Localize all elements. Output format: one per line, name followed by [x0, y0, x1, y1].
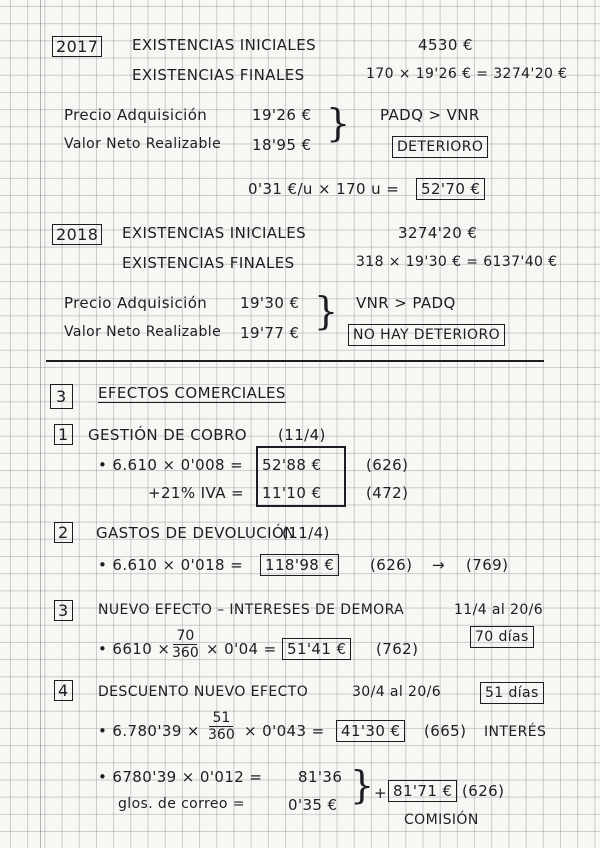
section-divider [46, 360, 544, 362]
item3-calc-pre: • 6610 × [98, 640, 171, 658]
pa-2017-label: Precio Adquisición [64, 106, 208, 124]
section-number-box: 3 [50, 384, 73, 409]
item4-result-box: 41'30 € [336, 720, 405, 742]
margin-line [40, 0, 41, 848]
ef-2018-calc: 318 × 19'30 € = 6137'40 € [356, 254, 558, 270]
item1-box-top [256, 446, 346, 448]
result-2017-box: DETERIORO [392, 136, 488, 158]
item4-account: (665) [424, 722, 467, 740]
item4-fraction [208, 710, 235, 743]
item1-line1-account: (626) [366, 456, 409, 474]
year-2018-box: 2018 [52, 224, 102, 245]
item4-days-box: 51 días [480, 682, 544, 704]
pa-2017-value: 19'26 € [252, 106, 312, 124]
item1-line2-result: 11'10 € [262, 484, 322, 502]
calc-2017: 0'31 €/u × 170 u = [248, 180, 400, 198]
item2-account: (626) [370, 556, 413, 574]
item4-sum-account: (626) [462, 782, 505, 800]
vnr-2017-label: Valor Neto Realizable [64, 136, 222, 152]
item4-line2-calc: • 6780'39 × 0'012 = [98, 768, 263, 786]
brace-item4: } [350, 763, 375, 807]
item4-calc-pre: • 6.780'39 × [98, 722, 200, 740]
item1-line1-result: 52'88 € [262, 456, 322, 474]
item3-account: (762) [376, 640, 419, 658]
ef-2017-calc: 170 × 19'26 € = 3274'20 € [366, 66, 568, 82]
item4-number-box: 4 [54, 680, 73, 701]
brace-2017: } [326, 101, 351, 145]
item2-result-box: 118'98 € [260, 554, 339, 576]
item4-line3-value: 0'35 € [288, 796, 338, 814]
item2-calc: • 6.610 × 0'018 = [98, 556, 244, 574]
calc-2017-result-box: 52'70 € [416, 178, 485, 200]
item1-line1-calc: • 6.610 × 0'008 = [98, 456, 244, 474]
item4-sum-prefix: + [374, 784, 387, 802]
item4-frac-den: 360 [208, 727, 235, 743]
item1-title: GESTIÓN DE COBRO [88, 426, 247, 444]
item3-title: NUEVO EFECTO – INTERESES DE DEMORA [98, 602, 405, 618]
item2-title: GASTOS DE DEVOLUCIÓN [96, 524, 296, 542]
ei-2017-value: 4530 € [418, 36, 473, 54]
vnr-2018-value: 19'77 € [240, 324, 300, 342]
item4-frac-num: 51 [209, 710, 233, 727]
pa-2018-label: Precio Adquisición [64, 294, 208, 312]
item2-date: (11/4) [282, 524, 330, 542]
item2-number-box: 2 [54, 522, 73, 543]
vnr-2018-label: Valor Neto Realizable [64, 324, 222, 340]
ei-2018-label: EXISTENCIAS INICIALES [122, 224, 306, 242]
item4-sum-label: COMISIÓN [404, 812, 479, 828]
item4-account-label: INTERÉS [484, 724, 547, 740]
item3-result-box: 51'41 € [282, 638, 351, 660]
section-title: EFECTOS COMERCIALES [98, 384, 286, 402]
item3-period: 11/4 al 20/6 [454, 602, 544, 618]
compare-2017: PADQ > VNR [380, 106, 480, 124]
vnr-2017-value: 18'95 € [252, 136, 312, 154]
item1-line2-account: (472) [366, 484, 409, 502]
item3-number-box: 3 [54, 600, 73, 621]
year-2017-box: 2017 [52, 36, 102, 57]
ef-2018-label: EXISTENCIAS FINALES [122, 254, 295, 272]
item1-box-right [344, 446, 346, 506]
result-2018-box: NO HAY DETERIORO [348, 324, 505, 346]
item1-line2-calc: +21% IVA = [148, 484, 244, 502]
item3-calc-post: × 0'04 = [206, 640, 277, 658]
item4-line3-label: glos. de correo = [118, 796, 245, 812]
item4-title: DESCUENTO NUEVO EFECTO [98, 684, 309, 700]
compare-2018: VNR > PADQ [356, 294, 456, 312]
item4-line2-value: 81'36 [298, 768, 343, 786]
item3-fraction [172, 628, 199, 661]
item1-number-box: 1 [54, 424, 73, 445]
item4-period: 30/4 al 20/6 [352, 684, 442, 700]
ei-2017-label: EXISTENCIAS INICIALES [132, 36, 316, 54]
item2-account2: (769) [466, 556, 509, 574]
item1-date: (11/4) [278, 426, 326, 444]
item4-calc-post: × 0'043 = [244, 722, 325, 740]
arrow-icon: → [432, 556, 445, 574]
pa-2018-value: 19'30 € [240, 294, 300, 312]
item1-box-left [256, 446, 258, 506]
ei-2018-value: 3274'20 € [398, 224, 478, 242]
item4-sum-result-box: 81'71 € [388, 780, 457, 802]
ef-2017-label: EXISTENCIAS FINALES [132, 66, 305, 84]
item3-frac-num: 70 [173, 628, 197, 645]
item1-box-bottom [256, 505, 346, 507]
brace-2018: } [314, 289, 339, 333]
item3-days-box: 70 días [470, 626, 534, 648]
item3-frac-den: 360 [172, 645, 199, 661]
